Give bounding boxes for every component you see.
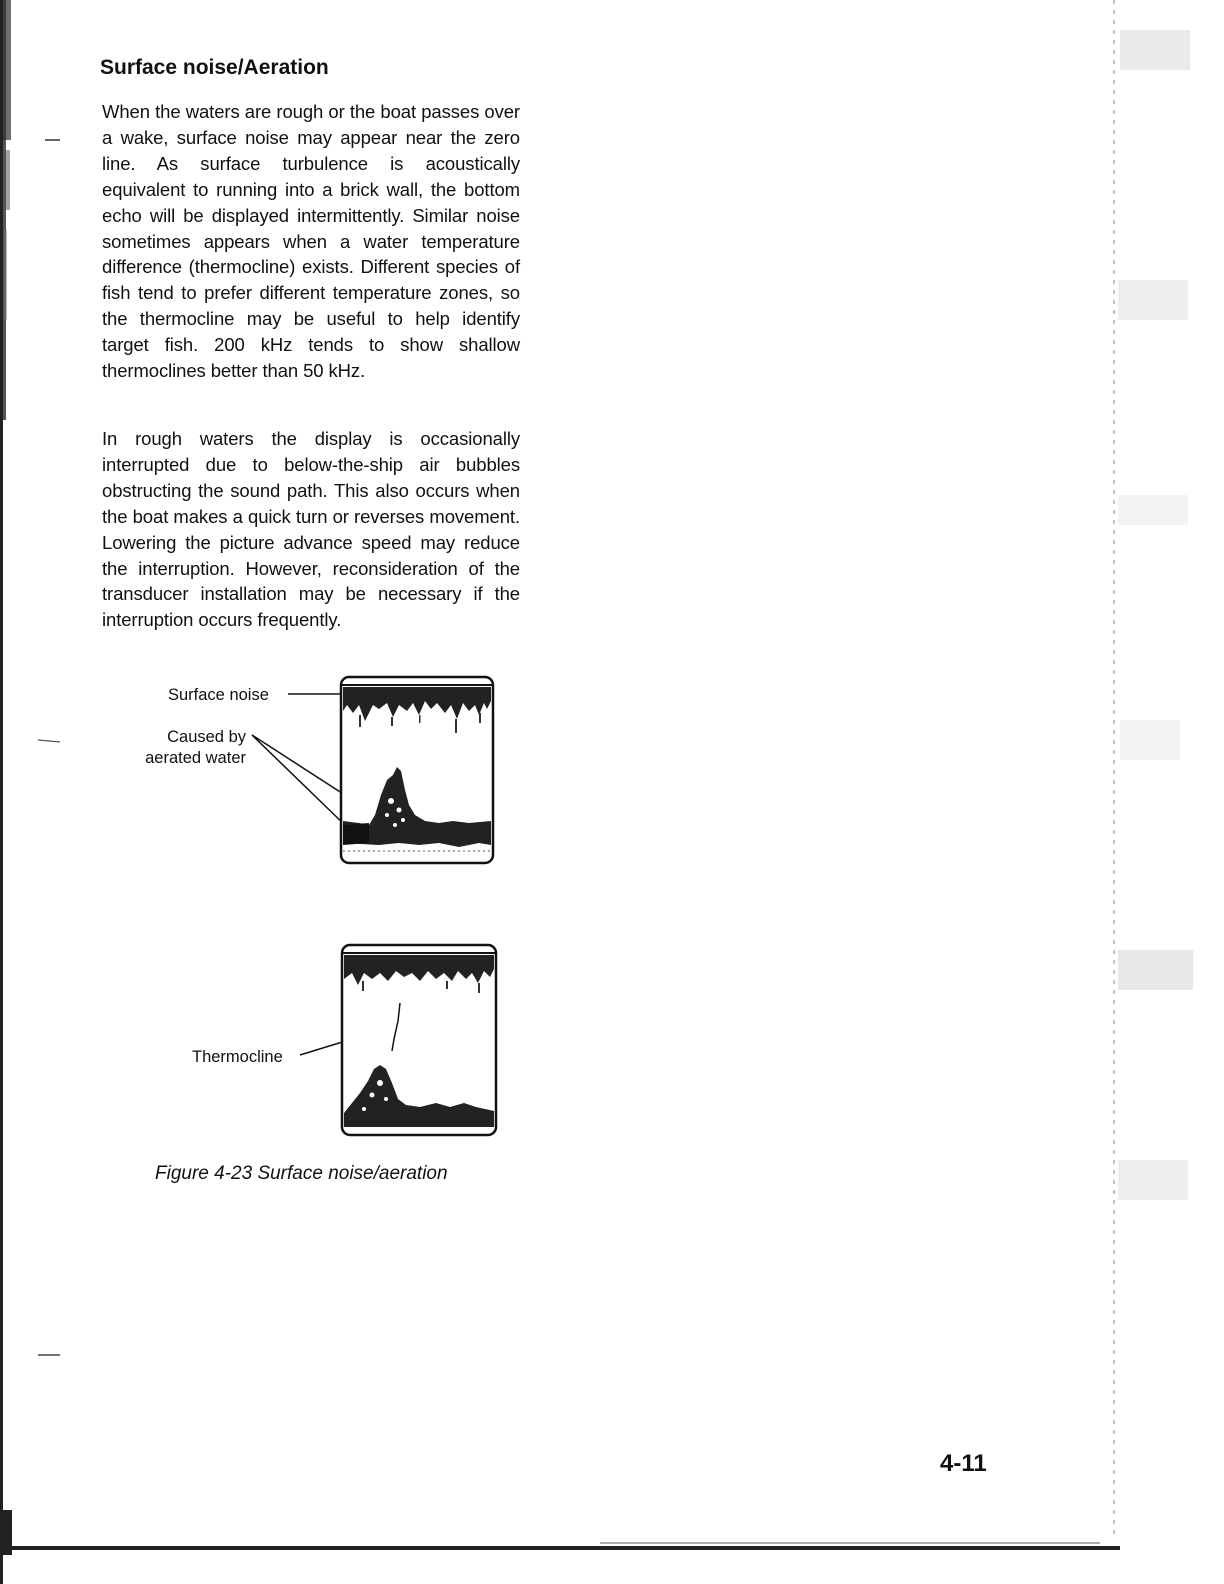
label-thermocline: Thermocline [192,1048,283,1066]
paragraph-rough-waters: In rough waters the display is occasionally interrupted due to below-the-ship air bubbles obstructing the sound path. This also occurs when the boat makes a quick turn or reverses movement. Lowering the picture advance speed may reduce the interruption. However, reconsideration of the transducer installation may be necessary if the interruption occurs frequently. [102,428,520,631]
left-scan-edge [0,0,70,1584]
page-number: 4-11 [940,1450,987,1477]
echogram-thermocline [340,943,500,1139]
figure-caption: Figure 4-23 Surface noise/aeration [155,1163,448,1184]
label-surface-noise: Surface noise [168,686,269,704]
bottom-rule [0,1540,1224,1580]
echogram-aeration [339,675,497,867]
leader-aerated-2 [252,735,350,830]
section-heading: Surface noise/Aeration [100,56,329,79]
label-caused-by [128,727,246,769]
paragraph-surface-noise: When the waters are rough or the boat passes over a wake, surface noise may appear near the zero line. As surface turbulence is acoustically equivalent to running into a brick wall, the bottom echo will be displayed intermittently. Similar noise sometimes appears when a water temperature difference (thermocline) exists. Different species of fish tend to prefer different temperature zones, so the thermocline may be useful to help identify target fish. 200 kHz tends to show shallow thermoclines better than 50 kHz. [102,101,520,382]
right-scan-edge [1100,0,1224,1584]
label-caused-by-line1: Caused by [167,728,246,746]
label-caused-by-line2: aerated water [145,749,246,767]
